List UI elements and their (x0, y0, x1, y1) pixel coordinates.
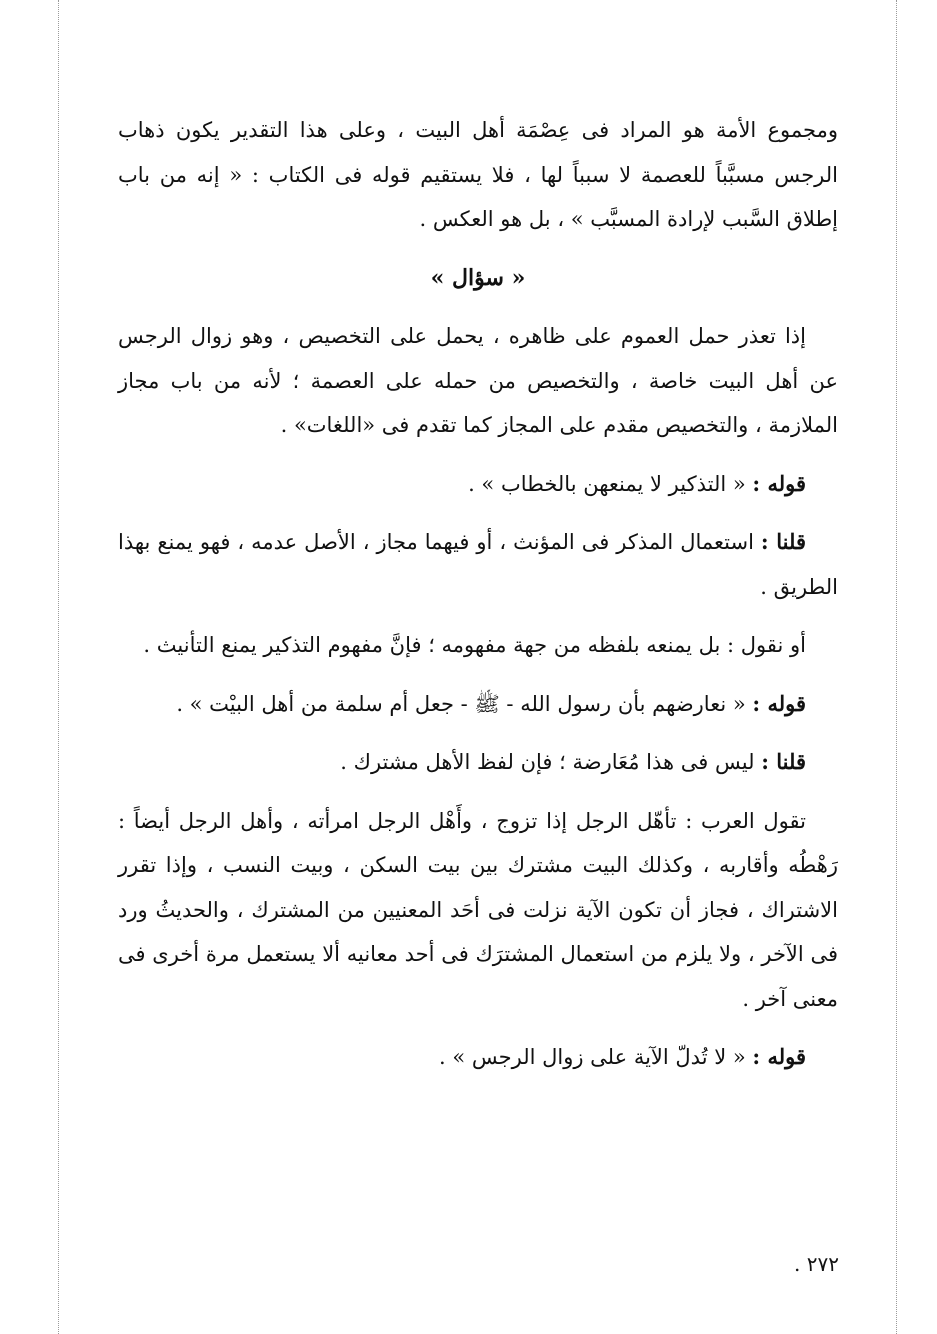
page-number: ٢٧٢ . (794, 1252, 839, 1276)
paragraph-qawluhu-2 (118, 682, 838, 727)
paragraph-aw-naqul (118, 623, 838, 668)
lead-qawluhu: قوله : (752, 470, 806, 496)
paragraph-1 (118, 108, 838, 242)
right-dotted-margin-line (896, 0, 897, 1334)
lead-qawluhu: قوله : (752, 690, 806, 716)
paragraph-qulna-2-text: ليس فى هذا مُعَارضة ؛ فإن لفظ الأهل مشترك . (340, 750, 762, 774)
paragraph-qulna-1-text: استعمال المذكر فى المؤنث ، أو فيهما مجاز ، الأصل عدمه ، فهو يمنع بهذا الطريق . (118, 530, 838, 599)
body-text (118, 108, 838, 1094)
left-dotted-margin-line (58, 0, 59, 1334)
paragraph-qawluhu-2-text: « نعارضهم بأن رسول الله - ﷺ - جعل أم سلمة من أهل البيْت » . (176, 691, 753, 716)
paragraph-question-body-text: إذا تعذر حمل العموم على ظاهره ، يحمل على التخصيص ، وهو زوال الرجس عن أهل البيت خاصة ، والتخصيص من حمله على العصمة ؛ لأنه من باب مجاز الملازمة ، والتخصيص مقدم على المجاز كما تقدم فى «اللغات» . (118, 324, 838, 437)
paragraph-qulna-1 (118, 520, 838, 609)
paragraph-qawluhu-3-text: « لا تُدلّ الآية على زوال الرجس » . (438, 1045, 753, 1069)
paragraph-1-text: ومجموع الأمة هو المراد فى عِصْمَة أهل البيت ، وعلى هذا التقدير يكون ذهاب الرجس مسبَّباً للعصمة لا سبباً لها ، فلا يستقيم قوله فى الكتاب : « إنه من باب إطلاق السَّبب لإرادة المسبَّب » ، بل هو العكس . (118, 118, 838, 231)
paragraph-aw-naqul-text: أو نقول : بل يمنعه بلفظه من جهة مفهومه ؛ فإنَّ مفهوم التذكير يمنع التأنيث . (143, 633, 806, 657)
lead-qulna: قلنا : (760, 529, 806, 554)
paragraph-qawluhu-1-text: « التذكير لا يمنعهن بالخطاب » . (468, 471, 753, 496)
paragraph-qawluhu-3 (118, 1035, 838, 1080)
section-heading-question: « سؤال » (430, 264, 526, 291)
lead-qawluhu: قوله : (752, 1044, 806, 1069)
paragraph-qawluhu-1 (118, 462, 838, 507)
paragraph-taqul-al-arab-text: تقول العرب : تأهّل الرجل إذا تزوج ، وأَهْل الرجل امرأته ، وأهل الرجل أيضاً : رَهْطُه وأقاربه ، وكذلك البيت مشترك بين بيت السكن ، وبيت النسب ، وإذا تقرر الاشتراك ، فجاز أن تكون الآية نزلت فى أحَد المعنيين من المشترك ، والحديثُ ورد فى الآخر ، ولا يلزم من استعمال المشترَك فى أحد معانيه ألا يستعمل مرة أخرى فى معنى آخر . (118, 808, 838, 1011)
paragraph-taqul-al-arab (118, 799, 838, 1022)
lead-qulna: قلنا : (761, 749, 806, 774)
paragraph-qulna-2 (118, 740, 838, 785)
paragraph-question-body (118, 314, 838, 448)
